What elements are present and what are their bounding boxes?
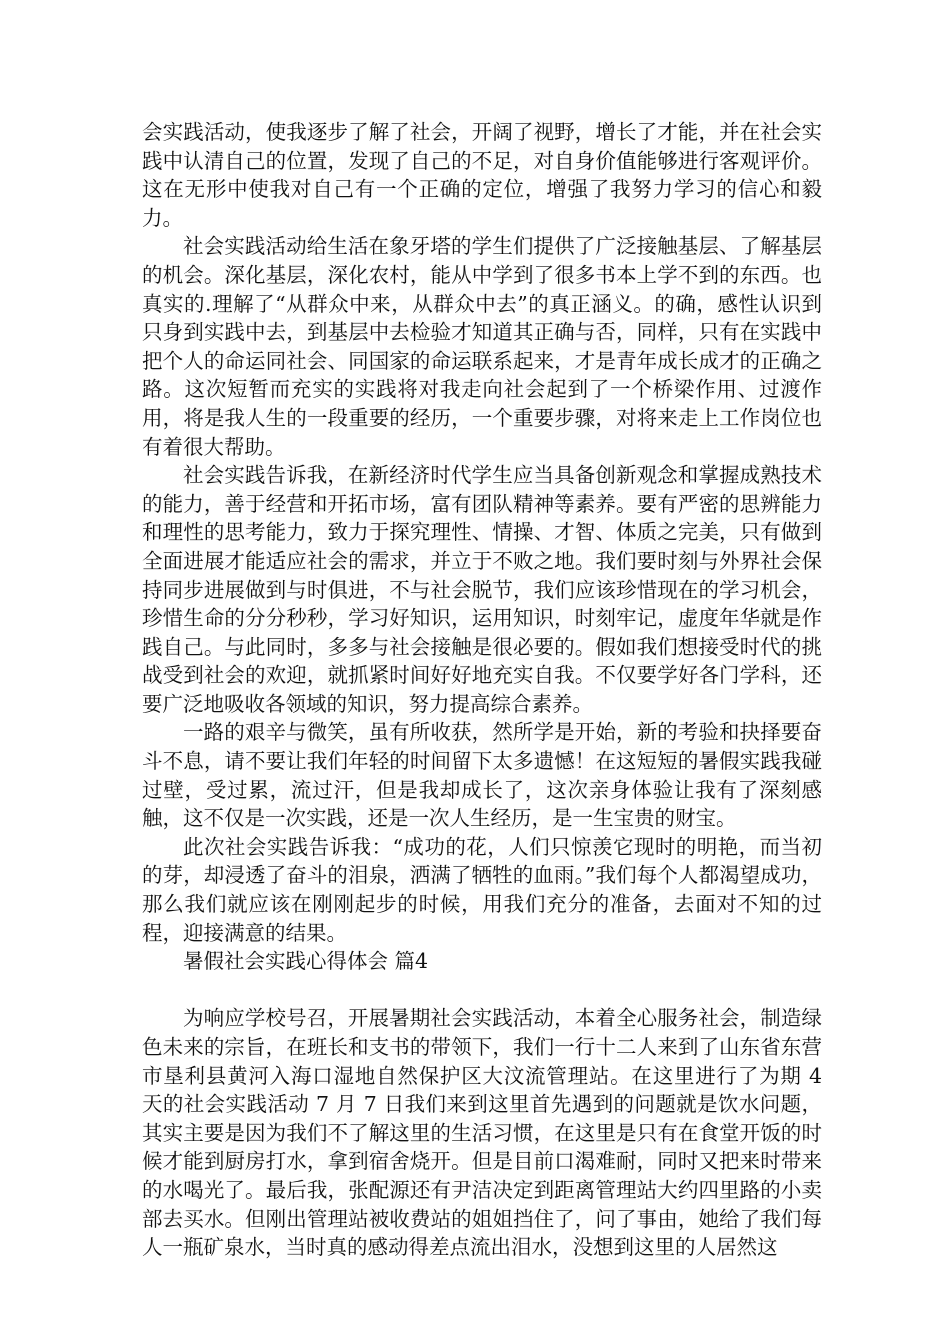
paragraph: 一路的艰辛与微笑，虽有所收获，然所学是开始，新的考验和抉择要奋斗不息，请不要让我们年轻的时间留下太多遗憾！在这短短的暑假实践我碰过壁，受过累，流过汗，但是我却成长了，这次亲身体验让我有了深刻感触，这不仅是一次实践，还是一次人生经历，是一生宝贵的财宝。 (142, 720, 822, 831)
paragraph: 此次社会实践告诉我：“成功的花，人们只惊羡它现时的明艳，而当初的芽，却浸透了奋斗的泪泉，洒满了牺牲的血雨。”我们每个人都渴望成功，那么我们就应该在刚刚起步的时候，用我们充分的准备，去面对不知的过程，迎接满意的结果。 (142, 834, 822, 945)
paragraph-continuation: 会实践活动，使我逐步了解了社会，开阔了视野，增长了才能，并在社会实践中认清自己的位置，发现了自己的不足，对自身价值能够进行客观评价。这在无形中使我对自己有一个正确的定位，增强了我努力学习的信心和毅力。 (142, 120, 822, 230)
section-heading: 暑假社会实践心得体会 篇4 (183, 949, 429, 974)
document-page (142, 118, 822, 1262)
paragraph: 社会实践告诉我，在新经济时代学生应当具备创新观念和掌握成熟技术的能力，善于经营和开拓市场，富有团队精神等素养。要有严密的思辨能力和理性的思考能力，致力于探究理性、情操、才智、体质之完美，只有做到全面进展才能适应社会的需求，并立于不败之地。我们要时刻与外界社会保持同步进展做到与时俱进，不与社会脱节，我们应该珍惜现在的学习机会，珍惜生命的分分秒秒，学习好知识，运用知识，时刻牢记，虚度年华就是作践自己。与此同时，多多与社会接触是很必要的。假如我们想接受时代的挑战受到社会的欢迎，就抓紧时间好好地充实自我。不仅要学好各门学科，还要广泛地吸收各领域的知识，努力提高综合素养。 (142, 463, 822, 716)
paragraph: 为响应学校号召，开展暑期社会实践活动，本着全心服务社会，制造绿色未来的宗旨，在班长和支书的带领下，我们一行十二人来到了山东省东营市垦利县黄河入海口湿地自然保护区大汶流管理站。在这里进行了为期 4 天的社会实践活动 7 月 7 日我们来到这里首先遇到的问题就是饮水问题，其实主要是因为我们不了解这里的生活习惯，在这里是只有在食堂开饭的时候才能到厨房打水，拿到宿舍烧开。但是目前口渴难耐，同时又把来时带来的水喝光了。最后我，张配源还有尹洁决定到距离管理站大约四里路的小卖部去买水。但刚出管理站被收费站的姐姐挡住了，问了事由，她给了我们每人一瓶矿泉水，当时真的感动得差点流出泪水，没想到这里的人居然这 (142, 1006, 822, 1260)
blank-line (142, 976, 822, 1005)
paragraph: 社会实践活动给生活在象牙塔的学生们提供了广泛接触基层、了解基层的机会。深化基层，深化农村，能从中学到了很多书本上学不到的东西。也真实的.理解了“从群众中来，从群众中去”的真正涵义。的确，感性认识到只身到实践中去，到基层中去检验才知道其正确与否，同样，只有在实践中把个人的命运同社会、同国家的命运联系起来，才是青年成长成才的正确之路。这次短暂而充实的实践将对我走向社会起到了一个桥梁作用、过渡作用，将是我人生的一段重要的经历，一个重要步骤，对将来走上工作岗位也有着很大帮助。 (142, 234, 822, 459)
